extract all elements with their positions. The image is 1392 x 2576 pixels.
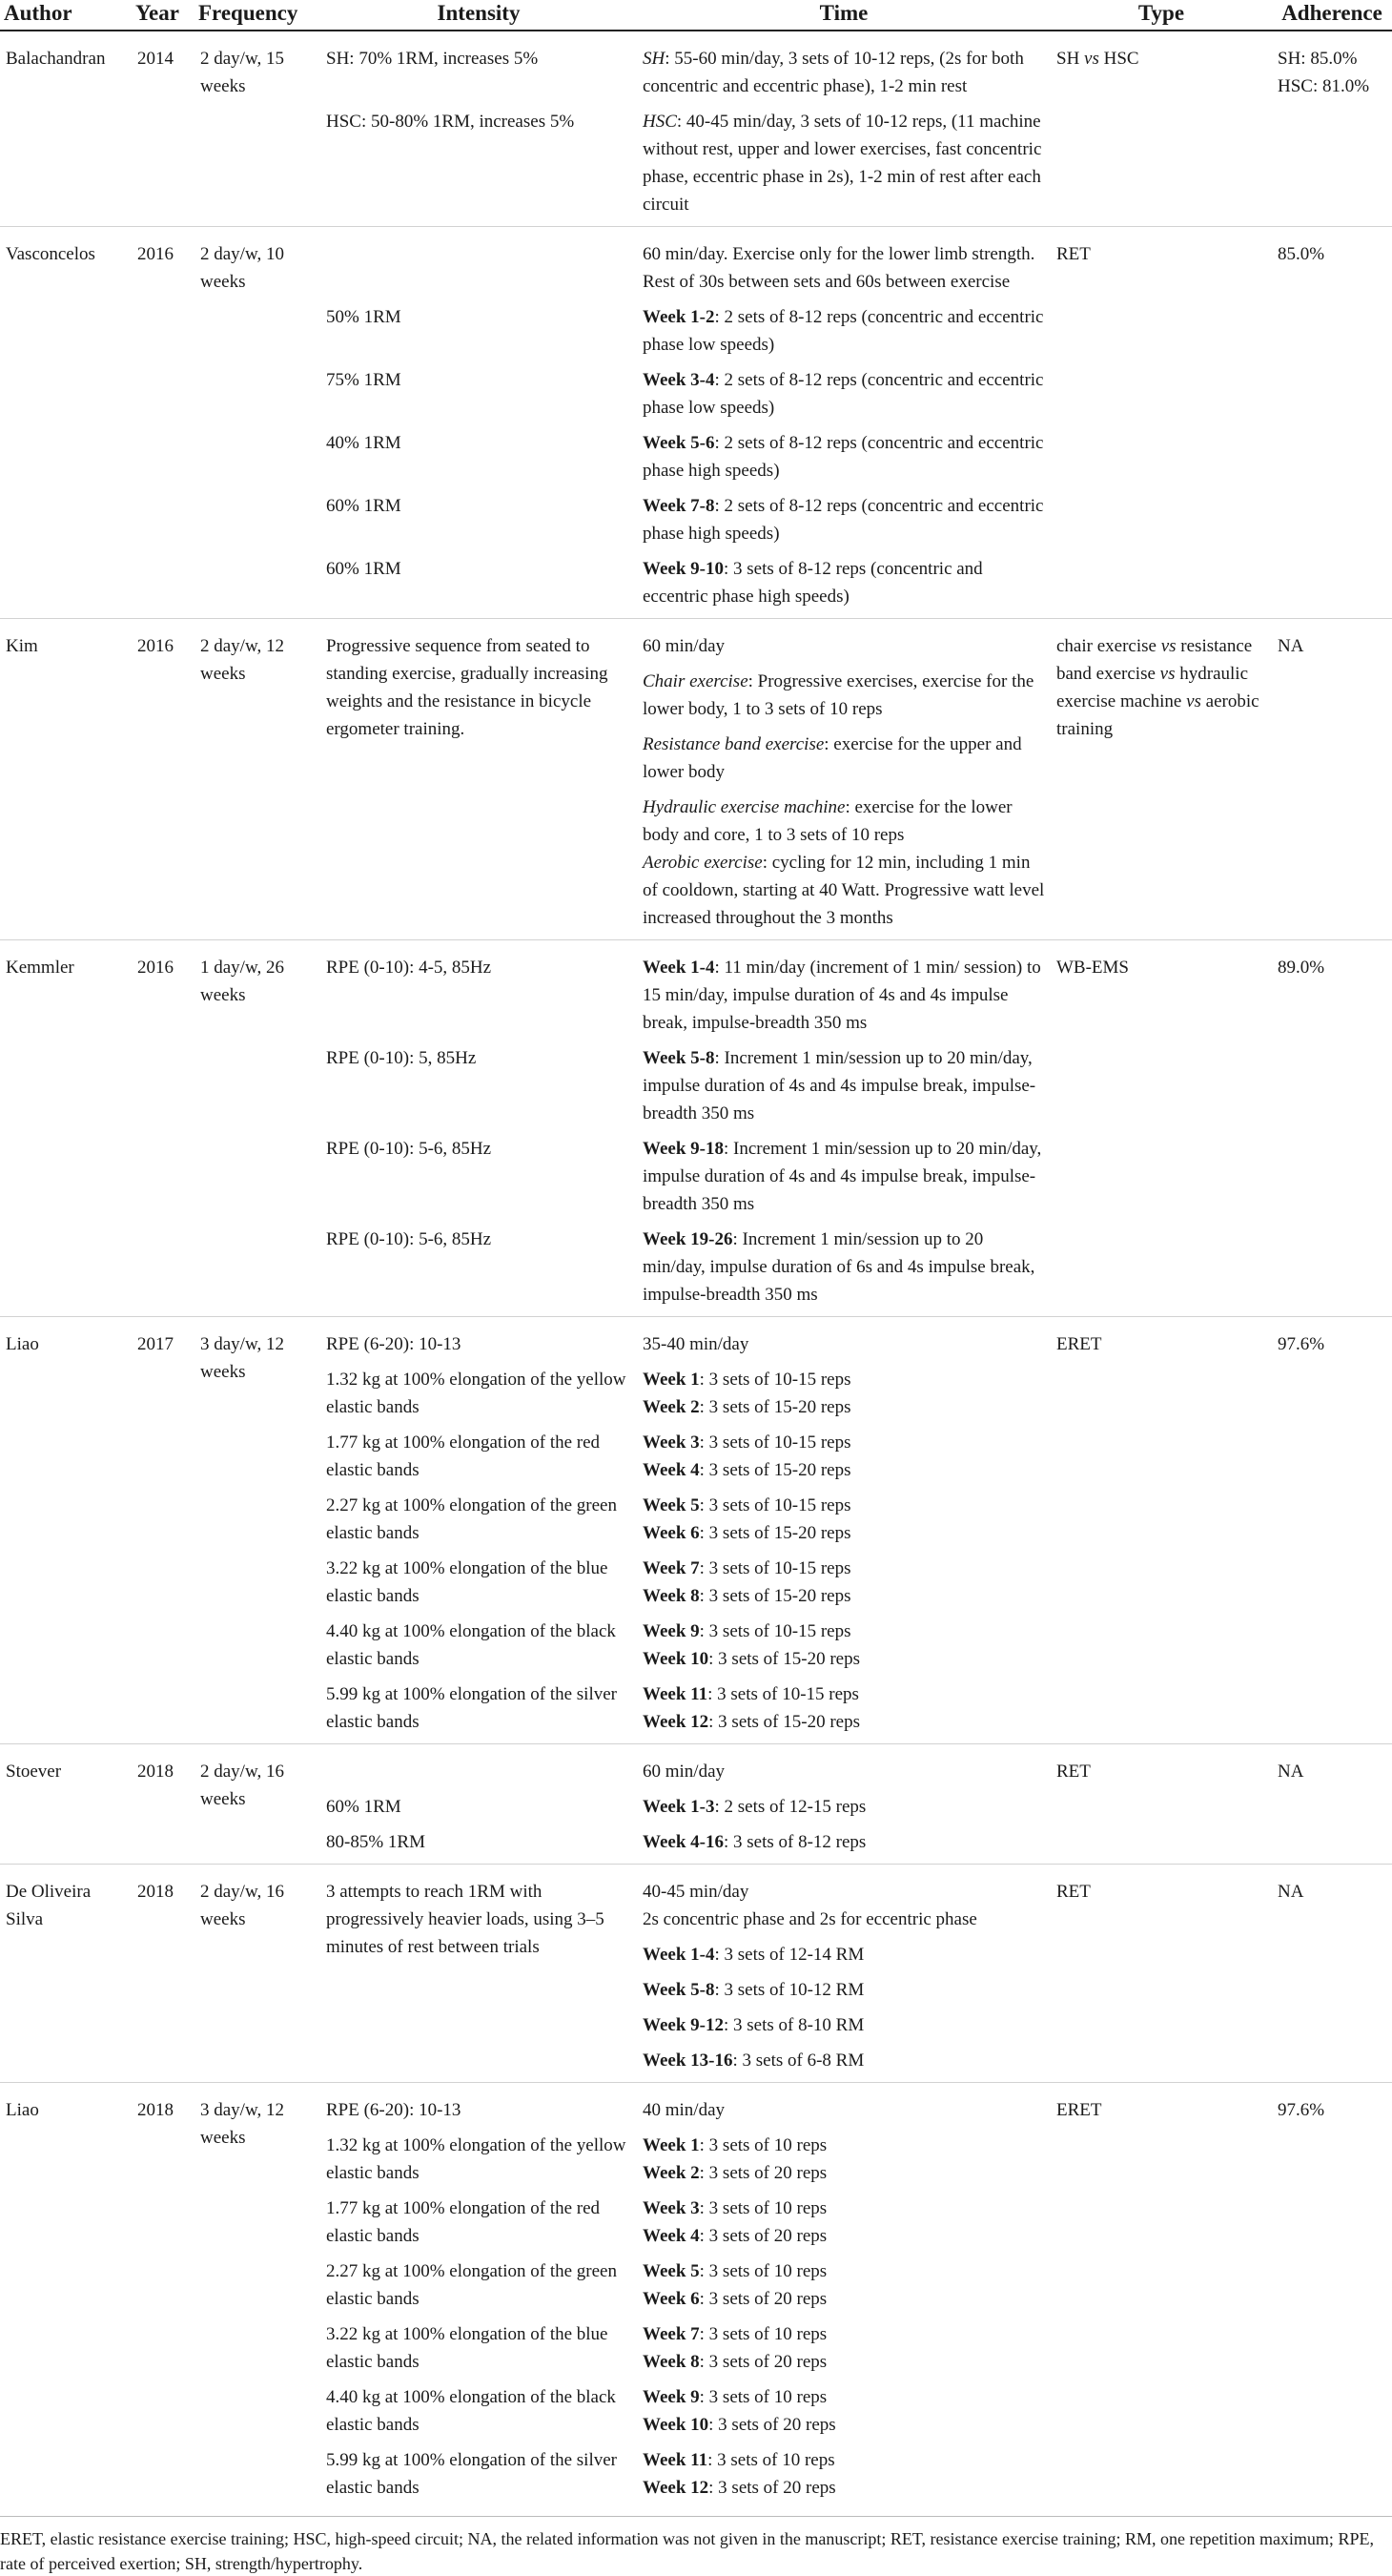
intensity-cell: RPE (0-10): 5-6, 85Hz bbox=[326, 1229, 492, 1249]
time-week-line bbox=[643, 1793, 1045, 1821]
week-label: Week 6 bbox=[643, 1523, 700, 1543]
week-detail: : Increment 1 min/session up to 20 min/day, impulse duration of 4s and 4s impulse break, impulse-breadth 350 ms bbox=[643, 1048, 1036, 1123]
type-vs: vs bbox=[1084, 49, 1099, 69]
week-label: Week 12 bbox=[643, 2478, 709, 2498]
week-label: Week 5-8 bbox=[643, 1980, 715, 2000]
time-week-line bbox=[643, 2222, 1045, 2250]
week-label: Week 7 bbox=[643, 1558, 700, 1578]
time-cell bbox=[637, 619, 1051, 940]
intensity-cell: 50% 1RM bbox=[326, 307, 401, 327]
study-adherence bbox=[1272, 31, 1392, 227]
week-label: Week 6 bbox=[643, 2289, 700, 2309]
header-adherence: Adherence bbox=[1272, 0, 1392, 31]
header-time: Time bbox=[637, 0, 1051, 31]
week-detail: : 3 sets of 10 reps bbox=[707, 2450, 835, 2470]
study-row bbox=[0, 940, 1392, 1038]
intensity-cell: 60% 1RM bbox=[326, 1797, 401, 1817]
week-detail: : 3 sets of 15-20 reps bbox=[708, 1712, 860, 1732]
week-label: Week 8 bbox=[643, 2352, 700, 2372]
week-label: Week 3 bbox=[643, 2198, 700, 2218]
intensity-cell: SH: 70% 1RM, increases 5% bbox=[320, 31, 637, 100]
week-label: Week 10 bbox=[643, 2415, 709, 2435]
week-detail: : 2 sets of 8-12 reps (concentric and eccentric phase low speeds) bbox=[643, 370, 1044, 418]
intensity-cell bbox=[320, 227, 637, 297]
type-part: aerobic training bbox=[1056, 691, 1259, 739]
week-label: Week 9-10 bbox=[643, 559, 724, 579]
type-part: HSC bbox=[1103, 49, 1139, 69]
time-week-line bbox=[643, 1366, 1045, 1393]
type-part: chair exercise bbox=[1056, 636, 1157, 656]
week-detail: : 3 sets of 15-20 reps bbox=[708, 1649, 860, 1669]
week-label: Week 7-8 bbox=[643, 496, 715, 516]
study-adherence: 97.6% bbox=[1272, 2083, 1392, 2510]
week-detail: : 3 sets of 20 reps bbox=[708, 2415, 836, 2435]
time-cell bbox=[637, 2187, 1051, 2250]
week-detail: : 3 sets of 12-14 RM bbox=[714, 1945, 865, 1965]
intensity-cell: 75% 1RM bbox=[326, 370, 401, 390]
study-type: WB-EMS bbox=[1051, 940, 1272, 1317]
table-body bbox=[0, 31, 1392, 2509]
study-adherence: NA bbox=[1272, 1744, 1392, 1865]
table-footnote: ERET, elastic resistance exercise training; HSC, high-speed circuit; NA, the related information was not given in the manuscript; RET, resistance exercise training; RM, one repetition maximum; RPE, rate of perceived exertion; SH, strength/hypertrophy. bbox=[0, 2516, 1392, 2576]
intensity-cell: 5.99 kg at 100% elongation of the silver elastic bands bbox=[326, 2450, 617, 2498]
time-cell bbox=[637, 2083, 1051, 2125]
week-detail: : 3 sets of 10 reps bbox=[699, 2324, 828, 2344]
study-adherence: 97.6% bbox=[1272, 1317, 1392, 1744]
exercise-label: Aerobic exercise bbox=[643, 853, 763, 873]
week-label: Week 5-8 bbox=[643, 1048, 715, 1068]
time-line bbox=[643, 849, 1045, 932]
study-year: 2014 bbox=[132, 31, 194, 227]
type-vs: vs bbox=[1186, 691, 1201, 711]
time-week-line bbox=[643, 429, 1045, 484]
week-detail: : 3 sets of 10-15 reps bbox=[699, 1370, 851, 1390]
week-label: Week 11 bbox=[643, 2450, 708, 2470]
week-label: Week 9-12 bbox=[643, 2015, 724, 2035]
week-label: Week 11 bbox=[643, 1684, 708, 1704]
time-week-line bbox=[643, 2011, 1045, 2039]
time-cell bbox=[637, 547, 1051, 619]
intensity-cell: 1.32 kg at 100% elongation of the yellow elastic bands bbox=[326, 2135, 626, 2183]
time-week-line bbox=[643, 2411, 1045, 2439]
intensity-cell: 2.27 kg at 100% elongation of the green elastic bands bbox=[326, 1495, 617, 1543]
time-week-line bbox=[643, 2474, 1045, 2502]
study-year: 2016 bbox=[132, 227, 194, 619]
week-detail: : 3 sets of 15-20 reps bbox=[699, 1586, 851, 1606]
time-cell bbox=[637, 1421, 1051, 1484]
study-year: 2018 bbox=[132, 1865, 194, 2083]
week-detail: : 3 sets of 6-8 RM bbox=[732, 2050, 865, 2071]
time-week-line bbox=[643, 2446, 1045, 2474]
time-line bbox=[643, 731, 1045, 786]
week-detail: : Increment 1 min/session up to 20 min/day, impulse duration of 6s and 4s impulse break, impulse-breadth 350 ms bbox=[643, 1229, 1035, 1305]
week-detail: : 3 sets of 10-15 reps bbox=[699, 1558, 851, 1578]
time-cell bbox=[637, 1933, 1051, 1968]
week-detail: : 3 sets of 10-15 reps bbox=[699, 1432, 851, 1453]
time-cell bbox=[637, 1821, 1051, 1865]
intensity-cell: 4.40 kg at 100% elongation of the black elastic bands bbox=[326, 2387, 616, 2435]
week-detail: : 2 sets of 8-12 reps (concentric and eccentric phase low speeds) bbox=[643, 307, 1044, 355]
header-frequency: Frequency bbox=[194, 0, 320, 31]
week-detail: : 3 sets of 10-15 reps bbox=[699, 1621, 851, 1641]
time-cell bbox=[637, 484, 1051, 547]
time-week-line bbox=[643, 492, 1045, 547]
time-protocol-label: SH bbox=[643, 49, 665, 69]
week-detail: : 3 sets of 10 reps bbox=[699, 2261, 828, 2281]
study-frequency: 2 day/w, 15 weeks bbox=[194, 31, 320, 227]
type-part: resistance band exercise bbox=[1056, 636, 1253, 684]
time-cell bbox=[637, 2250, 1051, 2313]
study-author: Kim bbox=[0, 619, 132, 940]
week-label: Week 1 bbox=[643, 2135, 700, 2155]
time-week-line bbox=[643, 1645, 1045, 1673]
time-cell bbox=[637, 227, 1051, 297]
study-row bbox=[0, 1865, 1392, 1934]
study-year: 2017 bbox=[132, 1317, 194, 1744]
week-detail: : 3 sets of 8-12 reps (concentric and eccentric phase high speeds) bbox=[643, 559, 983, 607]
intensity-cell: 1.32 kg at 100% elongation of the yellow elastic bands bbox=[326, 1370, 626, 1417]
week-label: Week 13-16 bbox=[643, 2050, 733, 2071]
week-detail: : 3 sets of 8-10 RM bbox=[723, 2015, 865, 2035]
study-row bbox=[0, 31, 1392, 100]
week-label: Week 10 bbox=[643, 1649, 709, 1669]
intensity-cell: 60% 1RM bbox=[326, 559, 401, 579]
exercise-detail: : exercise for the lower body and core, 1 to 3 sets of 10 reps bbox=[643, 797, 1013, 845]
study-frequency: 2 day/w, 16 weeks bbox=[194, 1865, 320, 2083]
intensity-cell: Progressive sequence from seated to standing exercise, gradually increasing weights and the resistance in bicycle ergometer training. bbox=[320, 619, 637, 940]
week-detail: : 3 sets of 20 reps bbox=[699, 2352, 828, 2372]
week-label: Week 5 bbox=[643, 2261, 700, 2281]
time-week-line bbox=[643, 1492, 1045, 1519]
intensity-cell: RPE (0-10): 5, 85Hz bbox=[326, 1048, 477, 1068]
study-frequency: 3 day/w, 12 weeks bbox=[194, 2083, 320, 2510]
time-cell bbox=[637, 1610, 1051, 1673]
time-week-line bbox=[643, 1429, 1045, 1456]
time-line: 60 min/day bbox=[643, 636, 726, 656]
time-week-line bbox=[643, 1976, 1045, 2004]
week-detail: : 3 sets of 10 reps bbox=[699, 2135, 828, 2155]
time-week-line bbox=[643, 1456, 1045, 1484]
study-type bbox=[1051, 31, 1272, 227]
intensity-cell: RPE (0-10): 5-6, 85Hz bbox=[326, 1139, 492, 1159]
time-detail: : 55-60 min/day, 3 sets of 10-12 reps, (2s for both concentric and eccentric phase), 1-2 min rest bbox=[643, 49, 1024, 96]
time-cell bbox=[637, 31, 1051, 100]
time-week-line bbox=[643, 2348, 1045, 2376]
time-line: 2s concentric phase and 2s for eccentric phase bbox=[643, 1909, 977, 1929]
time-week-line bbox=[643, 1555, 1045, 1582]
exercise-label: Chair exercise bbox=[643, 671, 748, 691]
week-detail: : 3 sets of 20 reps bbox=[699, 2226, 828, 2246]
time-line: 60 min/day. Exercise only for the lower limb strength. Rest of 30s between sets and 60s between exercise bbox=[643, 244, 1035, 292]
study-row bbox=[0, 619, 1392, 940]
intensity-cell: 40% 1RM bbox=[326, 433, 401, 453]
week-label: Week 8 bbox=[643, 1586, 700, 1606]
time-detail: : 40-45 min/day, 3 sets of 10-12 reps, (11 machine without rest, upper and lower exercises, fast concentric phase, eccentric phase in 2s), 1-2 min of rest after each circuit bbox=[643, 112, 1042, 215]
intensity-cell: 80-85% 1RM bbox=[326, 1832, 425, 1852]
time-week-line bbox=[643, 2132, 1045, 2159]
week-detail: : 2 sets of 8-12 reps (concentric and eccentric phase high speeds) bbox=[643, 433, 1044, 481]
week-label: Week 9 bbox=[643, 2387, 700, 2407]
intensity-cell: 1.77 kg at 100% elongation of the red elastic bands bbox=[326, 2198, 601, 2246]
study-type: ERET bbox=[1051, 2083, 1272, 2510]
week-label: Week 3-4 bbox=[643, 370, 715, 390]
week-label: Week 1-2 bbox=[643, 307, 715, 327]
time-cell bbox=[637, 1673, 1051, 1744]
time-cell bbox=[637, 1037, 1051, 1127]
time-cell bbox=[637, 2039, 1051, 2083]
type-vs: vs bbox=[1159, 664, 1176, 684]
time-cell bbox=[637, 1218, 1051, 1317]
week-detail: : 3 sets of 10-12 RM bbox=[714, 1980, 865, 2000]
week-label: Week 2 bbox=[643, 1397, 700, 1417]
time-cell bbox=[637, 359, 1051, 422]
study-adherence: 89.0% bbox=[1272, 940, 1392, 1317]
time-line bbox=[643, 793, 1045, 849]
study-year: 2016 bbox=[132, 619, 194, 940]
time-week-line bbox=[643, 366, 1045, 422]
intensity-cell: 5.99 kg at 100% elongation of the silver elastic bands bbox=[326, 1684, 617, 1732]
intensity-cell: RPE (6-20): 10-13 bbox=[320, 2083, 637, 2125]
intensity-cell: 2.27 kg at 100% elongation of the green elastic bands bbox=[326, 2261, 617, 2309]
study-row bbox=[0, 1317, 1392, 1359]
week-label: Week 19-26 bbox=[643, 1229, 733, 1249]
time-cell bbox=[637, 2313, 1051, 2376]
week-detail: : 3 sets of 10-15 reps bbox=[699, 1495, 851, 1515]
time-week-line bbox=[643, 2195, 1045, 2222]
time-week-line bbox=[643, 1135, 1045, 1218]
intensity-cell: 60% 1RM bbox=[326, 496, 401, 516]
week-label: Week 1-3 bbox=[643, 1797, 715, 1817]
study-adherence: NA bbox=[1272, 619, 1392, 940]
time-cell bbox=[637, 1358, 1051, 1421]
time-cell bbox=[637, 2376, 1051, 2439]
time-line: 35-40 min/day bbox=[643, 1334, 749, 1354]
time-cell bbox=[637, 940, 1051, 1038]
time-cell bbox=[637, 1484, 1051, 1547]
study-author: Balachandran bbox=[0, 31, 132, 227]
intensity-cell: 3 attempts to reach 1RM with progressively heavier loads, using 3–5 minutes of rest between trials bbox=[320, 1865, 637, 2083]
week-detail: : 3 sets of 20 reps bbox=[699, 2163, 828, 2183]
week-label: Week 1-4 bbox=[643, 1945, 715, 1965]
study-year: 2018 bbox=[132, 2083, 194, 2510]
time-cell bbox=[637, 1317, 1051, 1359]
time-week-line bbox=[643, 2159, 1045, 2187]
time-line: 60 min/day bbox=[643, 1762, 726, 1782]
week-detail: : 11 min/day (increment of 1 min/ session) to 15 min/day, impulse duration of 4s and 4s impulse break, impulse-breadth 350 ms bbox=[643, 958, 1041, 1033]
study-year: 2018 bbox=[132, 1744, 194, 1865]
exercise-detail: : Progressive exercises, exercise for the lower body, 1 to 3 sets of 10 reps bbox=[643, 671, 1034, 719]
time-week-line bbox=[643, 2257, 1045, 2285]
study-frequency: 2 day/w, 10 weeks bbox=[194, 227, 320, 619]
time-week-line bbox=[643, 1044, 1045, 1127]
study-author: De Oliveira Silva bbox=[0, 1865, 132, 2083]
time-cell bbox=[637, 100, 1051, 227]
study-author: Stoever bbox=[0, 1744, 132, 1865]
time-cell bbox=[637, 2439, 1051, 2509]
week-label: Week 4 bbox=[643, 1460, 700, 1480]
week-detail: : 2 sets of 12-15 reps bbox=[714, 1797, 867, 1817]
exercise-label: Hydraulic exercise machine bbox=[643, 797, 846, 817]
week-detail: : 3 sets of 10 reps bbox=[699, 2198, 828, 2218]
time-week-line bbox=[643, 1519, 1045, 1547]
intensity-cell: 3.22 kg at 100% elongation of the blue elastic bands bbox=[326, 2324, 608, 2372]
time-cell bbox=[637, 296, 1051, 359]
time-cell bbox=[637, 1785, 1051, 1821]
intensity-cell: 4.40 kg at 100% elongation of the black elastic bands bbox=[326, 1621, 616, 1669]
time-week-line bbox=[643, 2383, 1045, 2411]
type-vs: vs bbox=[1160, 636, 1177, 656]
time-cell bbox=[637, 1547, 1051, 1610]
adherence-line: SH: 85.0% bbox=[1278, 49, 1358, 69]
header-type: Type bbox=[1051, 0, 1272, 31]
study-type bbox=[1051, 619, 1272, 940]
study-type: ERET bbox=[1051, 1317, 1272, 1744]
time-line bbox=[643, 108, 1045, 218]
week-label: Week 9 bbox=[643, 1621, 700, 1641]
time-cell bbox=[637, 1127, 1051, 1218]
week-label: Week 5 bbox=[643, 1495, 700, 1515]
study-frequency: 1 day/w, 26 weeks bbox=[194, 940, 320, 1317]
week-label: Week 4 bbox=[643, 2226, 700, 2246]
header-year: Year bbox=[132, 0, 194, 31]
header-intensity: Intensity bbox=[320, 0, 637, 31]
time-cell bbox=[637, 1968, 1051, 2004]
study-adherence: 85.0% bbox=[1272, 227, 1392, 619]
time-week-line bbox=[643, 1226, 1045, 1309]
time-line bbox=[643, 45, 1045, 100]
study-type: RET bbox=[1051, 227, 1272, 619]
exercise-detail: : cycling for 12 min, including 1 min of cooldown, starting at 40 Watt. Progressive watt level increased throughout the 3 months bbox=[643, 853, 1045, 928]
intensity-cell bbox=[320, 1744, 637, 1786]
week-detail: : 3 sets of 15-20 reps bbox=[699, 1397, 851, 1417]
time-week-line bbox=[643, 555, 1045, 610]
time-week-line bbox=[643, 954, 1045, 1037]
intensity-cell: 3.22 kg at 100% elongation of the blue elastic bands bbox=[326, 1558, 608, 1606]
week-detail: : 3 sets of 15-20 reps bbox=[699, 1460, 851, 1480]
header-author: Author bbox=[0, 0, 132, 31]
study-row bbox=[0, 1744, 1392, 1786]
time-week-line bbox=[643, 1941, 1045, 1968]
header-row bbox=[0, 0, 1392, 31]
week-label: Week 3 bbox=[643, 1432, 700, 1453]
time-line: 40 min/day bbox=[643, 2100, 726, 2120]
adherence-line: HSC: 81.0% bbox=[1278, 76, 1370, 96]
week-detail: : Increment 1 min/session up to 20 min/day, impulse duration of 4s and 4s impulse break, impulse-breadth 350 ms bbox=[643, 1139, 1042, 1214]
study-frequency: 3 day/w, 12 weeks bbox=[194, 1317, 320, 1744]
study-frequency: 2 day/w, 16 weeks bbox=[194, 1744, 320, 1865]
intensity-cell: 1.77 kg at 100% elongation of the red elastic bands bbox=[326, 1432, 601, 1480]
type-part: hydraulic exercise machine bbox=[1056, 664, 1249, 711]
time-week-line bbox=[643, 2047, 1045, 2074]
time-week-line bbox=[643, 1393, 1045, 1421]
study-type: RET bbox=[1051, 1744, 1272, 1865]
time-week-line bbox=[643, 2320, 1045, 2348]
time-week-line bbox=[643, 1582, 1045, 1610]
week-detail: : 3 sets of 15-20 reps bbox=[699, 1523, 851, 1543]
intensity-cell: RPE (6-20): 10-13 bbox=[320, 1317, 637, 1359]
week-label: Week 2 bbox=[643, 2163, 700, 2183]
study-type: RET bbox=[1051, 1865, 1272, 2083]
time-week-line bbox=[643, 303, 1045, 359]
time-week-line bbox=[643, 1680, 1045, 1708]
study-year: 2016 bbox=[132, 940, 194, 1317]
study-author: Kemmler bbox=[0, 940, 132, 1317]
intensity-cell: HSC: 50-80% 1RM, increases 5% bbox=[326, 112, 575, 132]
intensity-cell: RPE (0-10): 4-5, 85Hz bbox=[320, 940, 637, 1038]
time-week-line bbox=[643, 2285, 1045, 2313]
time-cell bbox=[637, 422, 1051, 484]
study-adherence: NA bbox=[1272, 1865, 1392, 2083]
time-week-line bbox=[643, 1708, 1045, 1736]
week-label: Week 1-4 bbox=[643, 958, 715, 978]
week-label: Week 4-16 bbox=[643, 1832, 724, 1852]
study-frequency: 2 day/w, 12 weeks bbox=[194, 619, 320, 940]
study-row bbox=[0, 227, 1392, 297]
time-cell bbox=[637, 2004, 1051, 2039]
week-detail: : 3 sets of 10-15 reps bbox=[707, 1684, 859, 1704]
week-detail: : 3 sets of 20 reps bbox=[708, 2478, 836, 2498]
exercise-detail: : exercise for the upper and lower body bbox=[643, 734, 1022, 782]
week-label: Week 5-6 bbox=[643, 433, 715, 453]
study-author: Vasconcelos bbox=[0, 227, 132, 619]
study-row bbox=[0, 2083, 1392, 2125]
week-label: Week 1 bbox=[643, 1370, 700, 1390]
time-protocol-label: HSC bbox=[643, 112, 677, 132]
study-author: Liao bbox=[0, 2083, 132, 2510]
exercise-label: Resistance band exercise bbox=[643, 734, 825, 754]
type-part: SH bbox=[1056, 49, 1080, 69]
week-label: Week 12 bbox=[643, 1712, 709, 1732]
week-detail: : 3 sets of 10 reps bbox=[699, 2387, 828, 2407]
week-detail: : 2 sets of 8-12 reps (concentric and eccentric phase high speeds) bbox=[643, 496, 1044, 544]
time-cell bbox=[637, 1865, 1051, 1934]
week-detail: : 3 sets of 20 reps bbox=[699, 2289, 828, 2309]
time-cell bbox=[637, 1744, 1051, 1786]
time-cell bbox=[637, 2124, 1051, 2187]
time-line bbox=[643, 668, 1045, 723]
time-week-line bbox=[643, 1828, 1045, 1856]
week-label: Week 7 bbox=[643, 2324, 700, 2344]
time-week-line bbox=[643, 1618, 1045, 1645]
week-label: Week 9-18 bbox=[643, 1139, 724, 1159]
study-author: Liao bbox=[0, 1317, 132, 1744]
week-detail: : 3 sets of 8-12 reps bbox=[723, 1832, 867, 1852]
time-line: 40-45 min/day bbox=[643, 1882, 749, 1902]
